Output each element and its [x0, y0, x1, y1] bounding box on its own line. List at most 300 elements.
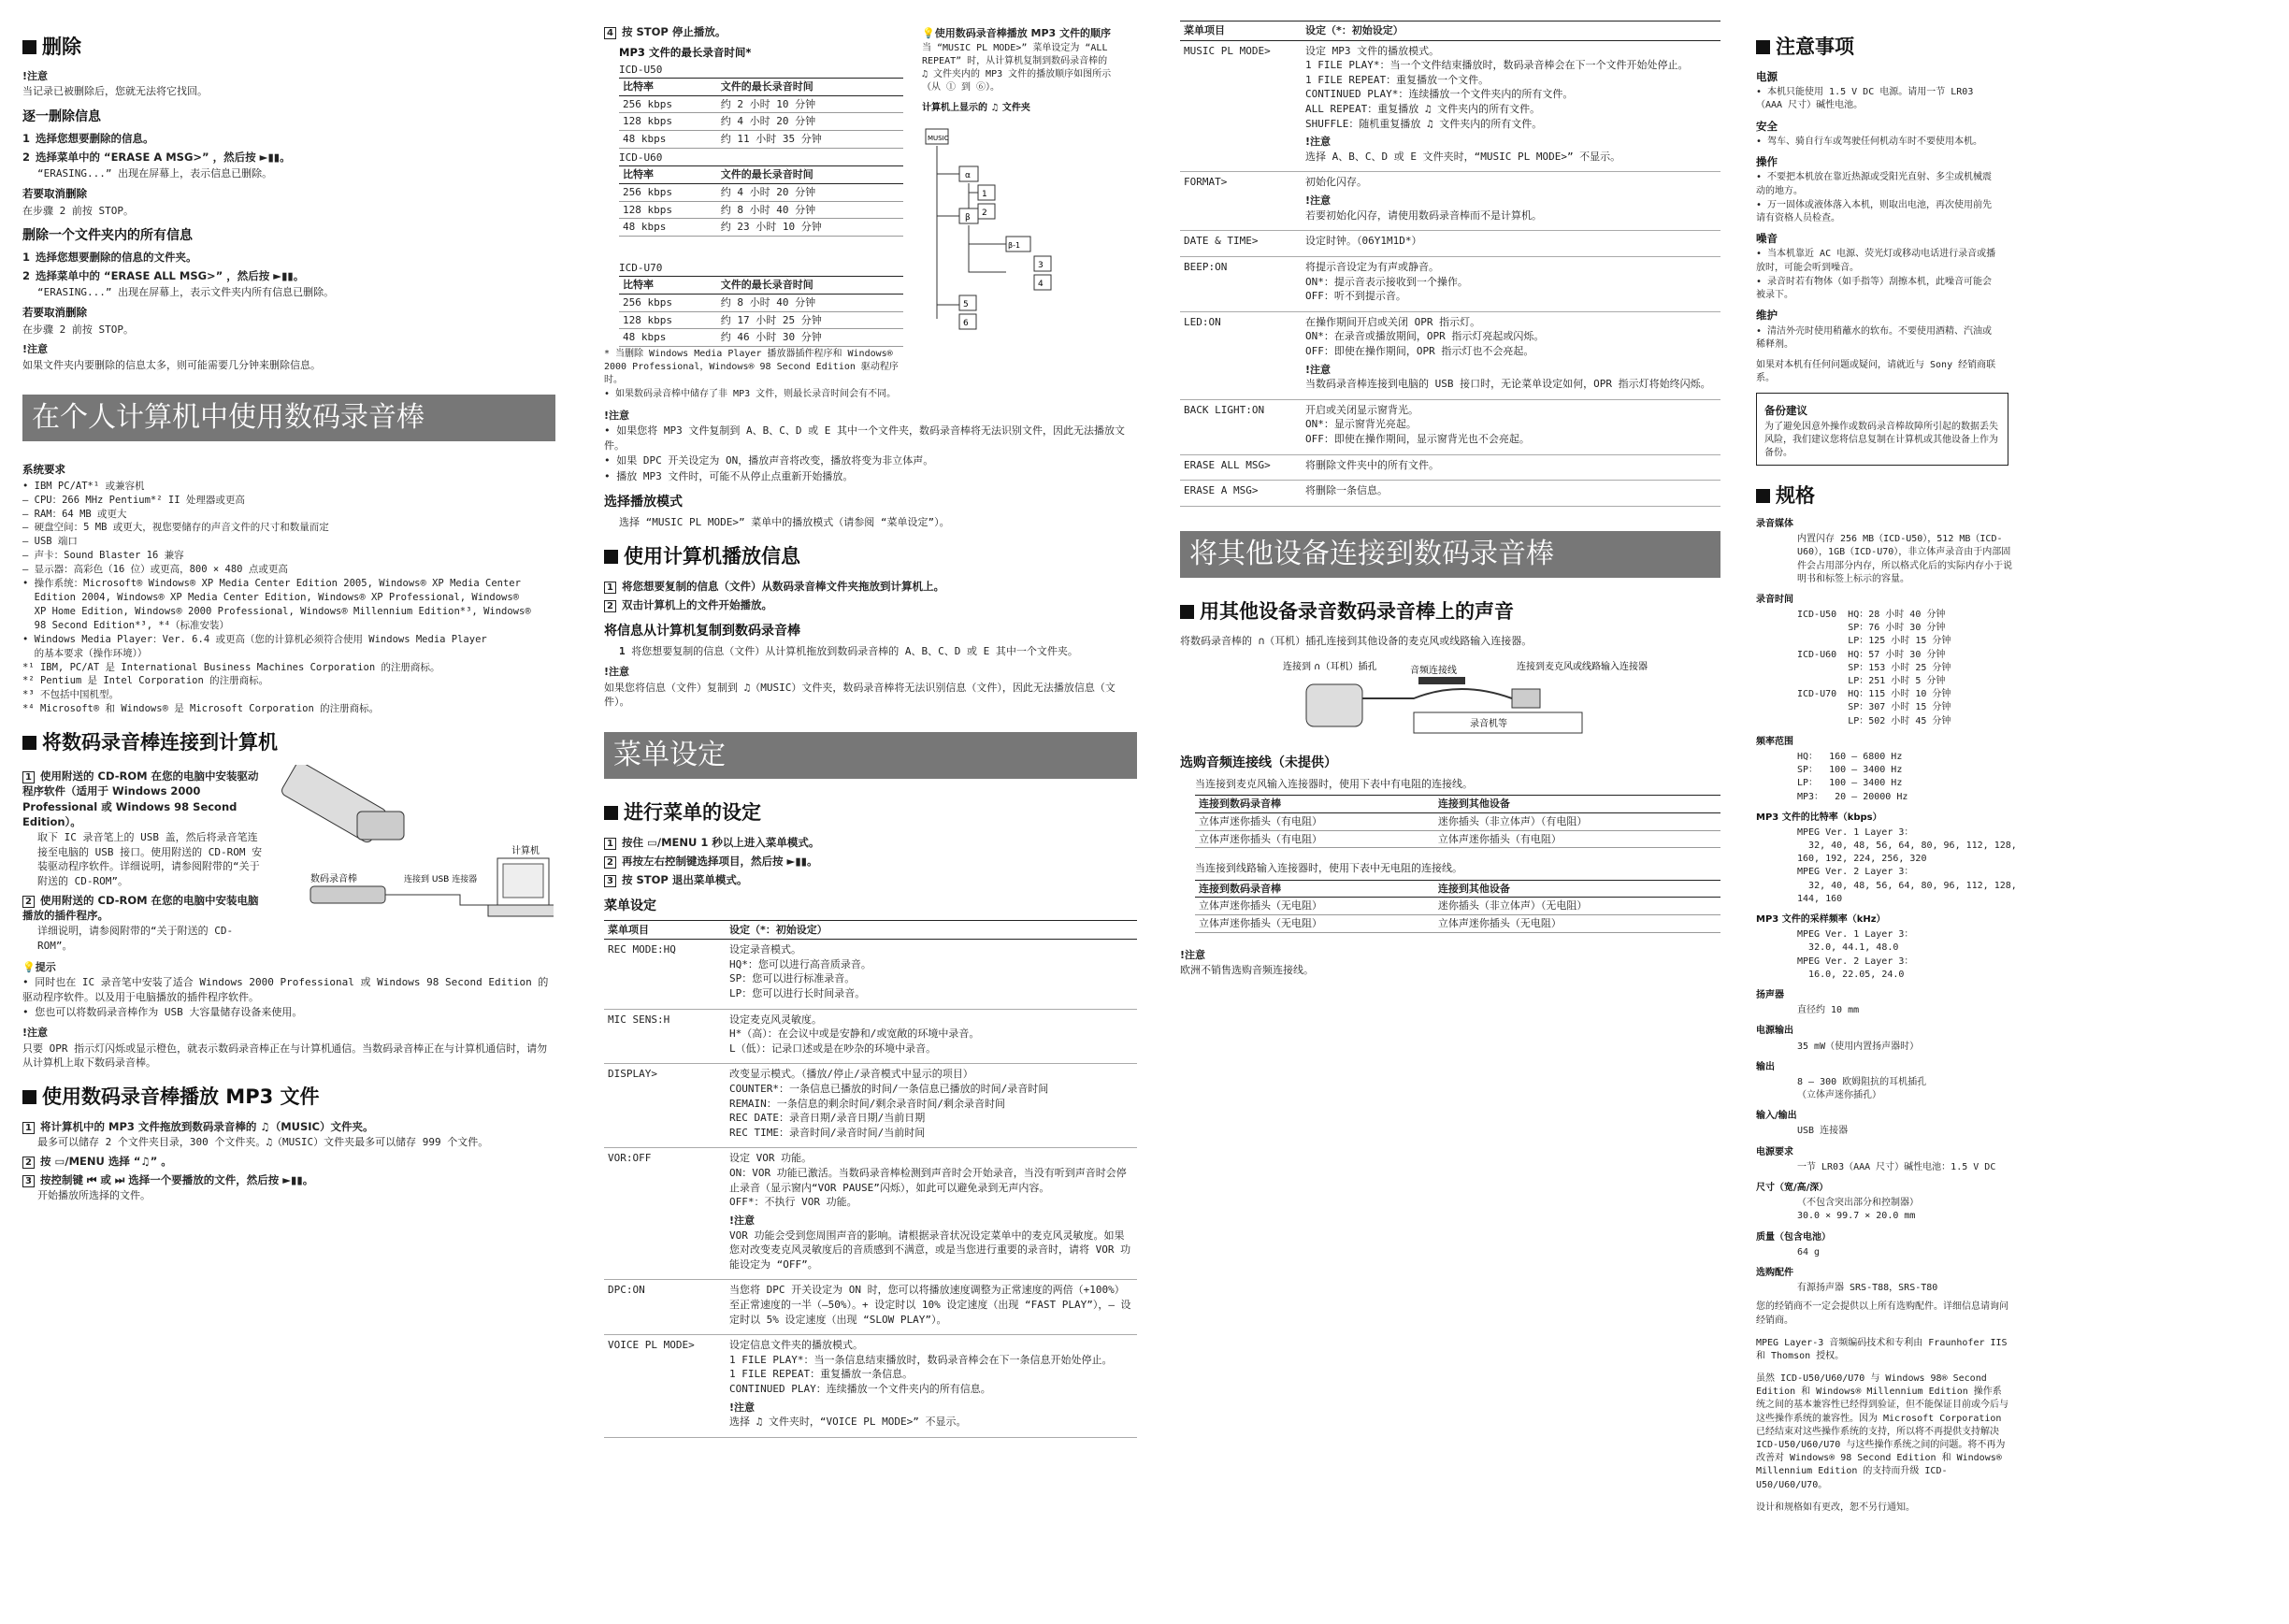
spec-heading: 扬声器	[1756, 989, 1784, 1000]
step-detail: “ERASING...” 出现在屏幕上，表示信息已删除。	[37, 166, 273, 180]
requirement-line: – RAM：64 MB 或更大	[22, 508, 127, 520]
precaution-text: • 录音时若有物体（如手指等）刮擦本机，此噪音可能会被录下。	[1756, 276, 1993, 300]
menu-item-name: ERASE A MSG>	[1180, 481, 1302, 507]
setting-line: !注意	[1305, 136, 1332, 149]
setting-line: 设定录音模式。	[729, 943, 801, 956]
step-detail: “ERASING...” 出现在屏幕上，表示文件夹内所有信息已删除。	[37, 285, 335, 298]
precaution-text: • 清洁外壳时使用稍蘸水的软布。不要使用酒精、汽油或稀释剂。	[1756, 325, 1993, 350]
spec-value: 30.0 × 99.7 × 20.0 mm	[1797, 1211, 1916, 1222]
footnote: • 如果数码录音棒中储存了非 MP3 文件，则最长录音时间会有不同。	[604, 389, 897, 400]
spec-value: SP：153 小时 25 分钟	[1797, 662, 1951, 673]
spec-value: MP3： 20 – 20000 Hz	[1797, 791, 1908, 802]
requirement-line: 98 Second Edition*³, *⁴（标准安装）	[22, 619, 230, 631]
setting-line: ON*：提示音表示接收到一个操作。	[1305, 275, 1468, 288]
spec-heading: 录音时间	[1756, 594, 1793, 605]
spec-value: LP：251 小时 5 分钟	[1797, 676, 1946, 687]
body-text: 虽然 ICD-U50/U60/U70 与 Windows 98® Second Edition 和 Windows® Millennium Edition 操作系统之间的基本兼容性已经得到验证，但不能保证目前或今后与这些操作系统的兼容性。因为 Microsoft Corporation 已经结束对这些操作系统的支持，所以将不再提供支持解决 ICD-U50/U60/U70 与这些操作系统之间的问题。将不再为改善对 Windows® 98 Second Edition 和 Windows® Millennium Edition 的支持而升级 ICD-U50/U60/U70。	[1756, 1373, 2008, 1490]
table-row	[619, 219, 903, 237]
setting-line: 1 FILE REPEAT：重复播放一条信息。	[729, 1368, 914, 1381]
spec-heading: 频率范围	[1756, 736, 1793, 747]
subheading: 选择播放模式	[604, 494, 683, 510]
spec-value: SP：76 小时 30 分钟	[1797, 623, 1946, 634]
spec-value: MPEG Ver. 2 Layer 3：	[1797, 956, 1914, 967]
menu-item-name: VOR:OFF	[604, 1148, 726, 1280]
tree-title: 计算机上显示的 ♫ 文件夹	[922, 103, 1030, 114]
tip-label: 💡使用数码录音棒播放 MP3 文件的顺序	[922, 27, 1112, 39]
body-text: 将数码录音棒的 ∩（耳机）插孔连接到其他设备的麦克风或线路输入连接器。	[1180, 634, 1533, 647]
setting-line: HQ*：您可以进行高音质录音。	[729, 957, 871, 970]
table-row	[619, 131, 903, 149]
table-row	[619, 329, 903, 347]
setting-line: 选择 ♫ 文件夹时，“VOICE PL MODE>” 不显示。	[729, 1416, 967, 1429]
cancel-heading: 若要取消删除	[22, 187, 87, 201]
spec-value: 一节 LR03（AAA 尺寸）碱性电池：1.5 V DC	[1797, 1161, 1996, 1172]
setting-line: 设定 VOR 功能。	[729, 1152, 813, 1165]
subheading: 删除一个文件夹内的所有信息	[22, 228, 193, 244]
spec-value: SP： 100 – 3400 Hz	[1797, 765, 1903, 776]
backup-text: 为了避免因意外操作或数码录音棒故障所引起的数据丢失风险，我们建议您将信息复制在计算机或其他设备上作为备份。	[1764, 421, 1998, 458]
menu-item-name: MUSIC PL MODE>	[1180, 40, 1302, 172]
folder-tree-diagram	[922, 118, 1118, 342]
subheading: 将信息从计算机复制到数码录音棒	[604, 623, 800, 639]
spec-value: USB 连接器	[1797, 1126, 1849, 1137]
chapter-banner: 将其他设备连接到数码录音棒	[1180, 531, 1720, 578]
model-label: ICD-U60	[619, 151, 663, 164]
setting-line: 若要初始化闪存，请使用数码录音棒而不是计算机。	[1305, 208, 1542, 222]
note-text: 只要 OPR 指示灯闪烁或显示橙色，就表示数码录音棒正在与计算机通信。当数码录音棒正在与计算机通信时，请勿从计算机上取下数码录音棒。	[22, 1042, 548, 1070]
table-cell: 立体声迷你插头（有电阻）	[1195, 830, 1434, 848]
figure-label-recorder-etc: 录音机等	[1470, 719, 1507, 730]
table-cell: 迷你插头（非立体声）（有电阻）	[1434, 812, 1720, 830]
spec-value: 32, 40, 48, 56, 64, 80, 96, 112, 128, 144, 160	[1797, 880, 2023, 904]
table-cell: 约 8 小时 40 分钟	[717, 294, 903, 311]
tree-file-2: 2	[982, 208, 987, 218]
spec-heading: 电源要求	[1756, 1146, 1793, 1157]
setting-line: 1 FILE REPEAT：重复播放一个文件。	[1305, 73, 1490, 86]
step-detail: 最多可以储存 2 个文件夹目录，300 个文件夹。♫（MUSIC）文件夹最多可以储存 999 个文件。	[37, 1135, 489, 1148]
table-row	[619, 183, 903, 201]
precaution-text: • 当本机靠近 AC 电源、荧光灯或移动电话进行录音或播放时，可能会听到噪音。	[1756, 249, 1996, 273]
step: 3 按 STOP 退出菜单模式。	[604, 872, 1137, 887]
table-cell: 立体声迷你插头（无电阻）	[1434, 915, 1720, 933]
menu-item-setting	[1302, 231, 1720, 257]
spec-heading: 电源输出	[1756, 1026, 1793, 1037]
menu-row	[1180, 399, 1720, 454]
section-delete-title: 删除	[22, 34, 555, 62]
spec-value: MPEG Ver. 1 Layer 3：	[1797, 826, 1914, 838]
subheading: 菜单设定	[604, 898, 656, 913]
setting-line: REMAIN：一条信息的剩余时间/剩余录音时间/剩余录音时间	[729, 1097, 1005, 1110]
step: 2 再按左右控制键选择项目，然后按 ►▮▮。	[604, 854, 1137, 869]
body-text: 当连接到麦克风输入连接器时，使用下表中有电阻的连接线。	[1195, 777, 1473, 790]
menu-row	[1180, 172, 1720, 231]
setting-line: !注意	[729, 1214, 756, 1227]
tree-file-1: 1	[982, 189, 987, 199]
setting-line: CONTINUED PLAY*：连续播放一个文件夹内的所有文件。	[1305, 88, 1574, 101]
step: 4 按 STOP 停止播放。	[604, 24, 903, 39]
menu-item-setting	[1302, 172, 1720, 231]
menu-item-setting	[1302, 311, 1720, 399]
table-cell: 约 23 小时 10 分钟	[717, 219, 903, 237]
setting-line: 将删除一条信息。	[1305, 484, 1388, 497]
recording-time-table: 比特率 文件的最长录音时间 256 kbps 约 8 小时 40 分钟 128 kbps 约 17 小时 25 分钟 48 kbps 约 46 小时 30 分钟	[619, 276, 903, 346]
setting-line: 在操作期间开启或关闭 OPR 指示灯。	[1305, 315, 1481, 328]
step: 1 按住 ▭/MENU 1 秒以上进入菜单模式。	[604, 835, 1137, 850]
spec-value: 16.0, 22.05, 24.0	[1797, 969, 1905, 980]
spec-value: ICD-U60 HQ：57 小时 30 分钟	[1797, 649, 1946, 660]
setting-line: L（低）：记录口述或是在吵杂的环境中录音。	[729, 1042, 937, 1055]
requirement-line: – 声卡：Sound Blaster 16 兼容	[22, 550, 184, 562]
setting-line: ALL REPEAT：重复播放 ♫ 文件夹内的所有文件。	[1305, 103, 1541, 116]
spec-value: （立体声迷你插孔）	[1797, 1090, 1881, 1101]
note-text: • 如果您将 MP3 文件复制到 A、B、C、D 或 E 其中一个文件夹，数码录音棒将无法识别文件，因此无法播放文件。	[604, 424, 1125, 452]
cancel-text: 在步骤 2 前按 STOP。	[22, 204, 134, 217]
menu-item-setting	[1302, 399, 1720, 454]
spec-value: ICD-U70 HQ：115 小时 10 分钟	[1797, 689, 1951, 700]
table-cell: 256 kbps	[619, 95, 717, 113]
section-pc-play-title: 使用计算机播放信息	[604, 543, 1137, 571]
setting-line: 将删除文件夹中的所有文件。	[1305, 458, 1439, 471]
menu-item-setting	[726, 1280, 1137, 1335]
body-text: 如果对本机有任何问题或疑问，请就近与 Sony 经销商联系。	[1756, 359, 1996, 384]
setting-line: 当您将 DPC 开关设定为 ON 时，您可以将播放速度调整为正常速度的两倍（+100%）至正常速度的一半（–50%）。+ 设定时以 10% 设定速度（出现 “FAST PLAY”），– 设定时以 5% 设定速度（出现 “SLOW PLAY”）。	[729, 1284, 1131, 1326]
cancel-heading: 若要取消删除	[22, 306, 87, 320]
step-detail: 取下 IC 录音笔上的 USB 盖，然后将录音笔连接至电脑的 USB 接口。使用附送的 CD-ROM 安装驱动程序软件。详细说明，请参阅附带的“关于附送的 CD-ROM”。	[37, 831, 263, 888]
step: 2 按 ▭/MENU 选择 “♫” 。	[22, 1154, 555, 1169]
menu-item-name: VOICE PL MODE>	[604, 1335, 726, 1438]
step: 1 选择您想要删除的信息。	[22, 131, 154, 145]
tip-text: • 同时也在 IC 录音笔中安装了适合 Windows 2000 Professional 或 Windows 98 Second Edition 的驱动程序软件。以及用于电脑播放的插件程序软件。	[22, 976, 549, 1003]
step: 2 选择菜单中的 “ERASE ALL MSG>” ，然后按 ►▮▮。	[22, 269, 305, 283]
chapter-banner: 在个人计算机中使用数码录音棒	[22, 395, 555, 441]
section-connect-title: 将数码录音棒连接到计算机	[22, 729, 555, 757]
tree-file-6: 6	[963, 318, 969, 328]
spec-heading: 录音媒体	[1756, 518, 1793, 529]
section-menu-title: 进行菜单的设定	[604, 799, 1137, 827]
table-cell: 48 kbps	[619, 329, 717, 347]
backup-box	[1756, 393, 2008, 466]
setting-line: ON：VOR 功能已激活。当数码录音棒检测到声音时会开始录音，当没有听到声音时会停止录音（显示窗内“VOR PAUSE”闪烁），如此可以避免录到无声内容。	[729, 1167, 1127, 1194]
column-4	[1756, 21, 2261, 1516]
step: 1 使用附送的 CD-ROM 在您的电脑中安装驱动程序软件（适用于 Windows 2000 Professional 或 Windows 98 Second Edition）。	[22, 769, 259, 828]
spec-value: LP：125 小时 15 分钟	[1797, 636, 1951, 647]
menu-settings-table: 菜单项目 设定（*：初始设定） REC MODE:HQ 设定录音模式。 HQ*：您可以进行高音质录音。 SP：您可以进行标准录音。 LP：您可以进行长时间录音。 MIC SENS:H 设定麦克风灵敏度。 H*（高）：在会议中或是安静和/或宽敞的环境中录音。 L（低）：记录口述或是在吵杂的环境中录音。 DISPLAY> 改变显示模式。（播放/停止/录音模式中显示的项目） COUNTER*：一条信息已播放的时间/一条信息已播放的时间/录音时间 REMAIN：一条信息的剩余时间/剩余录音时间/剩余录音时间 REC DATE：录音日期/录音日期/当前日期 REC TIME：录音时间/录音时间/当前时间 VOR:OFF 设定 VOR 功能。 ON：VOR 功能已激活。当数码录音棒检测到声音时会开始录音，当没有听到声音时会停止录音（显示窗内“VOR PAUSE”闪烁），如此可以避免录到无声内容。 OFF*：不执行 VOR 功能。 !注意 VOR 功能会受到您周围声音的影响。请根据录音状况设定菜单中的麦克风灵敏度。如果您对改变麦克风灵敏度后的音质感到不满意，或是当您进行重要的录音时，请将 VOR 功能设定为 “OFF”。 DPC:ON 当您将 DPC 开关设定为 ON 时，您可以将播放速度调整为正常速度的两倍（+100%）至正常速度的一半（–50%）。+ 设定时以 10% 设定速度（出现 “FAST PLAY”），– 设定时以 5% 设定速度（出现 “SLOW PLAY”）。 VOICE PL MODE> 设定信息文件夹的播放模式。 1 FILE PLAY*：当一条信息结束播放时，数码录音棒会在下一条信息开始处停止。 1 FILE REPEAT：重复播放一条信息。 CONTINUED PLAY：连续播放一个文件夹内的所有信息。 !注意 选择 ♫ 文件夹时，“VOICE PL MODE>” 不显示。	[604, 920, 1137, 1438]
spec-heading: MP3 文件的比特率（kbps）	[1756, 812, 1882, 823]
spec-value: 内置闪存 256 MB（ICD-U50），512 MB（ICD-U60），1GB（ICD-U70），非立体声录音由于内部固件会占用部分内存，所以格式化后的实际内存小于说明书和标签上标示的容量。	[1797, 534, 2012, 584]
setting-line: 选择 A、B、C、D 或 E 文件夹时，“MUSIC PL MODE>” 不显示。	[1305, 150, 1621, 163]
menu-item-setting	[726, 1148, 1137, 1280]
table-cell: 立体声迷你插头（有电阻）	[1195, 812, 1434, 830]
menu-row	[1180, 311, 1720, 399]
menu-settings-table-continued: 菜单项目 设定（*：初始设定） MUSIC PL MODE> 设定 MP3 文件的播放模式。 1 FILE PLAY*：当一个文件结束播放时，数码录音棒会在下一个文件开始处停止。 1 FILE REPEAT：重复播放一个文件。 CONTINUED PLAY*：连续播放一个文件夹内的所有文件。 ALL REPEAT：重复播放 ♫ 文件夹内的所有文件。 SHUFFLE：随机重复播放 ♫ 文件夹内的所有文件。 !注意 选择 A、B、C、D 或 E 文件夹时，“MUSIC PL MODE>” 不显示。 FORMAT> 初始化闪存。 !注意 若要初始化闪存，请使用数码录音棒而不是计算机。 DATE & TIME> 设定时钟。（06Y1M1D*） BEEP:ON 将提示音设定为有声或静音。 ON*：提示音表示接收到一个操作。 OFF：听不到提示音。 LED:ON 在操作期间开启或关闭 OPR 指示灯。 ON*：在录音或播放期间，OPR 指示灯亮起或闪烁。 OFF：即使在操作期间，OPR 指示灯也不会亮起。 !注意 当数码录音棒连接到电脑的 USB 接口时，无论菜单设定如何，OPR 指示灯将始终闪烁。 BACK LIGHT:ON 开启或关闭显示窗背光。 ON*：显示窗背光亮起。 OFF：即使在操作期间，显示窗背光也不会亮起。 ERASE ALL MSG> 将删除文件夹中的所有文件。 ERASE A MSG> 将删除一条信息。	[1180, 21, 1720, 507]
specifications-list	[1756, 518, 2023, 1295]
system-requirements-heading: 系统要求	[22, 463, 65, 477]
menu-item-name: REC MODE:HQ	[604, 940, 726, 1009]
table-row	[1195, 898, 1720, 915]
spec-value: 32.0, 44.1, 48.0	[1797, 942, 1899, 954]
body-text: 设计和规格如有更改，恕不另行通知。	[1756, 1502, 1915, 1513]
menu-item-setting	[726, 1064, 1137, 1148]
usb-connection-illustration	[273, 765, 554, 952]
tree-file-4: 4	[1038, 279, 1044, 289]
table-cell: 48 kbps	[619, 219, 717, 237]
precaution-heading: 维护	[1756, 309, 1778, 323]
menu-item-name: BEEP:ON	[1180, 256, 1302, 311]
figure-label-recorder: 数码录音棒	[310, 873, 357, 884]
system-requirements-list	[22, 480, 555, 716]
menu-item-name: ERASE ALL MSG>	[1180, 454, 1302, 481]
precaution-heading: 噪音	[1756, 232, 1778, 246]
tip-text: • 您也可以将数码录音棒作为 USB 大容量储存设备来使用。	[22, 1006, 303, 1019]
step: 1 将计算机中的 MP3 文件拖放到数码录音棒的 ♫（MUSIC）文件夹。	[22, 1119, 555, 1134]
spec-value: 64 g	[1797, 1246, 1821, 1258]
precaution-text: • 驾车、骑自行车或驾驶任何机动车时不要使用本机。	[1756, 136, 1983, 147]
table-row	[619, 95, 903, 113]
body-text: MPEG Layer-3 音频编码技术和专利由 Fraunhofer IIS 和 Thomson 授权。	[1756, 1337, 2008, 1361]
menu-row	[604, 1148, 1137, 1280]
menu-item-name: BACK LIGHT:ON	[1180, 399, 1302, 454]
menu-item-setting	[1302, 256, 1720, 311]
figure-label-usb: 连接到 USB 连接器	[404, 874, 478, 884]
tree-folder-beta: β	[965, 212, 971, 223]
note-label: !注意	[604, 409, 630, 422]
note-label: !注意	[22, 343, 49, 356]
spec-heading: 选购配件	[1756, 1267, 1793, 1278]
step: 2 使用附送的 CD-ROM 在您的电脑中安装电脑播放的插件程序。	[22, 893, 259, 923]
table-row	[1195, 830, 1720, 848]
menu-row	[1180, 481, 1720, 507]
spec-heading: MP3 文件的采样频率（kHz）	[1756, 914, 1886, 926]
requirement-line: *³ 不包括中国机型。	[22, 689, 119, 701]
requirement-line: XP Home Edition, Windows® 2000 Professional, Windows® Millennium Edition*³, Windows®	[22, 605, 531, 617]
requirement-line: 的基本要求（操作环境））	[22, 647, 148, 659]
tree-file-3: 3	[1038, 260, 1044, 270]
section-precautions-title: 注意事项	[1756, 34, 2261, 62]
menu-item-name: DISPLAY>	[604, 1064, 726, 1148]
note-label: !注意	[1180, 948, 1206, 961]
table-cell: 约 4 小时 20 分钟	[717, 113, 903, 131]
menu-item-name: LED:ON	[1180, 311, 1302, 399]
recording-time-table: 比特率 文件的最长录音时间 256 kbps 约 4 小时 20 分钟 128 kbps 约 8 小时 40 分钟 48 kbps 约 23 小时 10 分钟	[619, 165, 903, 236]
step-detail: 开始播放所选择的文件。	[37, 1189, 151, 1202]
table-row	[619, 311, 903, 329]
spec-value: SP：307 小时 15 分钟	[1797, 702, 1951, 713]
step: 3 按控制键 ⏮ 或 ⏭ 选择一个要播放的文件，然后按 ►▮▮。	[22, 1172, 555, 1187]
cable-table-without-resistor: 连接到数码录音棒 连接到其他设备 立体声迷你插头（无电阻） 迷你插头（非立体声）（无电阻） 立体声迷你插头（无电阻） 立体声迷你插头（无电阻）	[1195, 880, 1720, 933]
table-row	[619, 294, 903, 311]
precaution-heading: 安全	[1756, 119, 1778, 133]
setting-line: ON*：显示窗背光亮起。	[1305, 418, 1417, 431]
requirement-line: Edition 2004, Windows® XP Media Center Edition, Windows® XP Professional, Windows®	[22, 591, 520, 603]
table-row	[619, 201, 903, 219]
table-row	[619, 113, 903, 131]
figure-label-cable: 音频连接线	[1410, 666, 1457, 677]
precaution-heading: 操作	[1756, 155, 1778, 169]
requirement-line: – 显示器：高彩色（16 位）或更高，800 × 480 点或更高	[22, 564, 288, 576]
spec-value: 有源扬声器 SRS-T88，SRS-T80	[1797, 1283, 1938, 1294]
table-title: MP3 文件的最长录音时间*	[619, 46, 752, 60]
setting-line: 初始化闪存。	[1305, 176, 1367, 189]
menu-row	[604, 1280, 1137, 1335]
setting-line: 设定信息文件夹的播放模式。	[729, 1339, 863, 1352]
section-mp3-title: 使用数码录音棒播放 MP3 文件	[22, 1084, 555, 1112]
spec-value: 直径约 10 mm	[1797, 1005, 1860, 1016]
requirement-line: *² Pentium 是 Intel Corporation 的注册商标。	[22, 675, 269, 687]
table-cell: 约 2 小时 10 分钟	[717, 95, 903, 113]
setting-line: OFF：听不到提示音。	[1305, 290, 1406, 303]
column-3	[1180, 21, 1720, 979]
requirement-line: • 操作系统：Microsoft® Windows® XP Media Center Edition 2005, Windows® XP Media Center	[22, 578, 521, 590]
setting-line: SHUFFLE：随机重复播放 ♫ 文件夹内的所有文件。	[1305, 117, 1543, 130]
note-label: !注意	[604, 666, 630, 679]
footnote: * 当删除 Windows Media Player 播放器插件程序和 Windows® 2000 Professional，Windows® 98 Second Edition 驱动程序时。	[604, 348, 899, 386]
menu-item-name: FORMAT>	[1180, 172, 1302, 231]
table-cell: 迷你插头（非立体声）（无电阻）	[1434, 898, 1720, 915]
body-text: 当连接到线路输入连接器时，使用下表中无电阻的连接线。	[1195, 862, 1462, 875]
figure-label-mic-input: 连接到麦克风或线路输入连接器	[1517, 662, 1648, 673]
backup-heading: 备份建议	[1764, 404, 1807, 418]
setting-line: !注意	[1305, 363, 1332, 376]
menu-row	[1180, 231, 1720, 257]
note-text: • 播放 MP3 文件时，可能不从停止点重新开始播放。	[604, 469, 854, 482]
note-label: !注意	[22, 1027, 49, 1040]
setting-line: CONTINUED PLAY：连续播放一个文件夹内的所有信息。	[729, 1382, 991, 1395]
setting-line: LP：您可以进行长时间录音。	[729, 986, 866, 999]
step: 1 将您想要复制的信息（文件）从计算机拖放到数码录音棒的 A、B、C、D 或 E 其中一个文件夹。	[619, 645, 1078, 658]
requirement-line: • Windows Media Player：Ver. 6.4 或更高（您的计算机必须符合使用 Windows Media Player	[22, 633, 487, 645]
body-text: 您的经销商不一定会提供以上所有选购配件。详细信息请询问经销商。	[1756, 1301, 2008, 1326]
spec-heading: 尺寸（宽/高/深）	[1756, 1183, 1829, 1194]
setting-line: 当数码录音棒连接到电脑的 USB 接口时，无论菜单设定如何，OPR 指示灯将始终闪烁。	[1305, 378, 1711, 391]
precaution-text: • 万一固体或液体落入本机，则取出电池，再次使用前先请有资格人员检查。	[1756, 199, 1993, 223]
menu-row	[604, 940, 1137, 1009]
menu-row	[604, 1064, 1137, 1148]
menu-item-name: DATE & TIME>	[1180, 231, 1302, 257]
column-1	[22, 21, 555, 1204]
spec-value: HQ： 160 – 6800 Hz	[1797, 751, 1903, 762]
setting-line: !注意	[729, 1401, 756, 1414]
setting-line: 开启或关闭显示窗背光。	[1305, 403, 1418, 416]
menu-row	[1180, 256, 1720, 311]
table-cell: 256 kbps	[619, 294, 717, 311]
table-cell: 约 46 小时 30 分钟	[717, 329, 903, 347]
tree-folder-alpha: α	[965, 170, 971, 180]
spec-value: MPEG Ver. 1 Layer 3：	[1797, 929, 1914, 941]
setting-line: 改变显示模式。（播放/停止/录音模式中显示的项目）	[729, 1068, 973, 1081]
spec-value: ICD-U50 HQ：28 小时 40 分钟	[1797, 610, 1946, 621]
note-text: • 如果 DPC 开关设定为 ON，播放声音将改变，播放将变为非立体声。	[604, 454, 934, 467]
step: 2 双击计算机上的文件开始播放。	[604, 597, 1137, 612]
spec-value: MPEG Ver. 2 Layer 3：	[1797, 867, 1914, 878]
chapter-banner: 菜单设定	[604, 732, 1137, 779]
menu-item-setting	[726, 940, 1137, 1009]
tip-text: 当 “MUSIC PL MODE>” 菜单设定为 “ALL REPEAT” 时，从计算机复制到数码录音棒的 ♫ 文件夹内的 MP3 文件的播放顺序如图所示（从 ① 到 ⑥）。	[922, 42, 1112, 93]
model-label: ICD-U70	[619, 261, 663, 274]
table-cell: 约 8 小时 40 分钟	[717, 201, 903, 219]
precaution-text: • 本机只能使用 1.5 V DC 电源。请用一节 LR03（AAA 尺寸）碱性电池。	[1756, 87, 1974, 111]
table-cell: 立体声迷你插头（无电阻）	[1195, 915, 1434, 933]
setting-line: !注意	[1305, 194, 1332, 208]
table-cell: 立体声迷你插头（有电阻）	[1434, 830, 1720, 848]
subheading: 选购音频连接线（未提供）	[1180, 755, 1337, 770]
menu-item-name: DPC:ON	[604, 1280, 726, 1335]
spec-heading: 输出	[1756, 1061, 1775, 1072]
setting-line: 1 FILE PLAY*：当一条信息结束播放时，数码录音棒会在下一条信息开始处停止。	[729, 1353, 1113, 1366]
menu-row	[1180, 454, 1720, 481]
menu-item-setting	[1302, 481, 1720, 507]
setting-line: H*（高）：在会议中或是安静和/或宽敞的环境中录音。	[729, 1028, 980, 1041]
step: 1 将您想要复制的信息（文件）从数码录音棒文件夹拖放到计算机上。	[604, 579, 1137, 594]
setting-line: 设定时钟。（06Y1M1D*）	[1305, 235, 1422, 248]
menu-item-setting	[1302, 40, 1720, 172]
requirement-line: *⁴ Microsoft® 和 Windows® 是 Microsoft Corporation 的注册商标。	[22, 703, 380, 715]
spec-value: 8 – 300 欧姆阻抗的耳机插孔	[1797, 1076, 1927, 1087]
note-text: 当记录已被删除后，您就无法将它找回。	[22, 85, 208, 98]
section-record-title: 用其他设备录音数码录音棒上的声音	[1180, 598, 1720, 626]
spec-value: LP： 100 – 3400 Hz	[1797, 778, 1903, 789]
body-text: 选择 “MUSIC PL MODE>” 菜单中的播放模式（请参阅 “菜单设定”）。	[619, 516, 950, 529]
requirement-line: – CPU：266 MHz Pentium*² II 处理器或更高	[22, 494, 245, 506]
setting-line: 将提示音设定为有声或静音。	[1305, 260, 1439, 273]
setting-line: COUNTER*：一条信息已播放的时间/一条信息已播放的时间/录音时间	[729, 1083, 1049, 1096]
tree-folder-beta-1: β-1	[1008, 240, 1021, 250]
menu-item-setting	[726, 1335, 1137, 1438]
spec-value: 35 mW（使用内置扬声器时）	[1797, 1041, 1920, 1052]
menu-row	[604, 1009, 1137, 1064]
setting-line: 设定 MP3 文件的播放模式。	[1305, 44, 1440, 57]
tree-file-5: 5	[963, 299, 969, 309]
note-label: !注意	[22, 69, 49, 82]
setting-line: 设定麦克风灵敏度。	[729, 1013, 822, 1026]
spec-heading: 输入/输出	[1756, 1111, 1797, 1122]
note-text: 欧洲不销售选购音频连接线。	[1180, 964, 1314, 977]
step: 2 选择菜单中的 “ERASE A MSG>” ，然后按 ►▮▮。	[22, 151, 291, 165]
precaution-text: • 不要把本机放在靠近热源或受阳光直射、多尘或机械震动的地方。	[1756, 172, 1993, 196]
cable-table-with-resistor: 连接到数码录音棒 连接到其他设备 立体声迷你插头（有电阻） 迷你插头（非立体声）（有电阻） 立体声迷你插头（有电阻） 立体声迷你插头（有电阻）	[1195, 795, 1720, 848]
setting-line: OFF*：不执行 VOR 功能。	[729, 1196, 857, 1209]
setting-line: OFF：即使在操作期间，显示窗背光也不会亮起。	[1305, 433, 1530, 446]
requirement-line: – 硬盘空间：5 MB 或更大，视您要储存的声音文件的尺寸和数量而定	[22, 522, 329, 534]
table-cell: 约 17 小时 25 分钟	[717, 311, 903, 329]
table-cell: 48 kbps	[619, 131, 717, 149]
setting-line: OFF：即使在操作期间，OPR 指示灯也不会亮起。	[1305, 344, 1534, 357]
recording-time-table: 比特率 文件的最长录音时间 256 kbps 约 2 小时 10 分钟 128 kbps 约 4 小时 20 分钟 48 kbps 约 11 小时 35 分钟	[619, 78, 903, 148]
menu-item-setting	[1302, 454, 1720, 481]
spec-value: 32, 40, 48, 56, 64, 80, 96, 112, 128, 160, 192, 224, 256, 320	[1797, 841, 2023, 865]
table-cell: 128 kbps	[619, 113, 717, 131]
step: 1 选择您想要删除的信息的文件夹。	[22, 250, 197, 264]
note-text: 如果您将信息（文件）复制到 ♫（MUSIC）文件夹，数码录音棒将无法识别信息（文件），因此无法播放信息（文件）。	[604, 681, 1116, 709]
spec-value: LP：502 小时 45 分钟	[1797, 715, 1951, 726]
table-cell: 立体声迷你插头（无电阻）	[1195, 898, 1434, 915]
menu-row	[1180, 40, 1720, 172]
menu-item-setting	[726, 1009, 1137, 1064]
column-2	[604, 21, 1137, 1438]
spec-value: （不包含突出部分和控制器）	[1797, 1198, 1919, 1209]
table-row	[1195, 812, 1720, 830]
table-cell: 约 11 小时 35 分钟	[717, 131, 903, 149]
subheading: 逐一删除信息	[22, 109, 101, 125]
table-cell: 128 kbps	[619, 201, 717, 219]
tree-music-folder: MUSIC	[928, 134, 949, 142]
table-cell: 约 4 小时 20 分钟	[717, 183, 903, 201]
table-row	[1195, 915, 1720, 933]
setting-line: REC DATE：录音日期/录音日期/当前日期	[729, 1112, 926, 1125]
requirement-line: • IBM PC/AT*¹ 或兼容机	[22, 480, 145, 492]
menu-row	[604, 1335, 1137, 1438]
section-specs-title: 规格	[1756, 482, 2261, 510]
setting-line: 1 FILE PLAY*：当一个文件结束播放时，数码录音棒会在下一个文件开始处停止。	[1305, 59, 1689, 72]
